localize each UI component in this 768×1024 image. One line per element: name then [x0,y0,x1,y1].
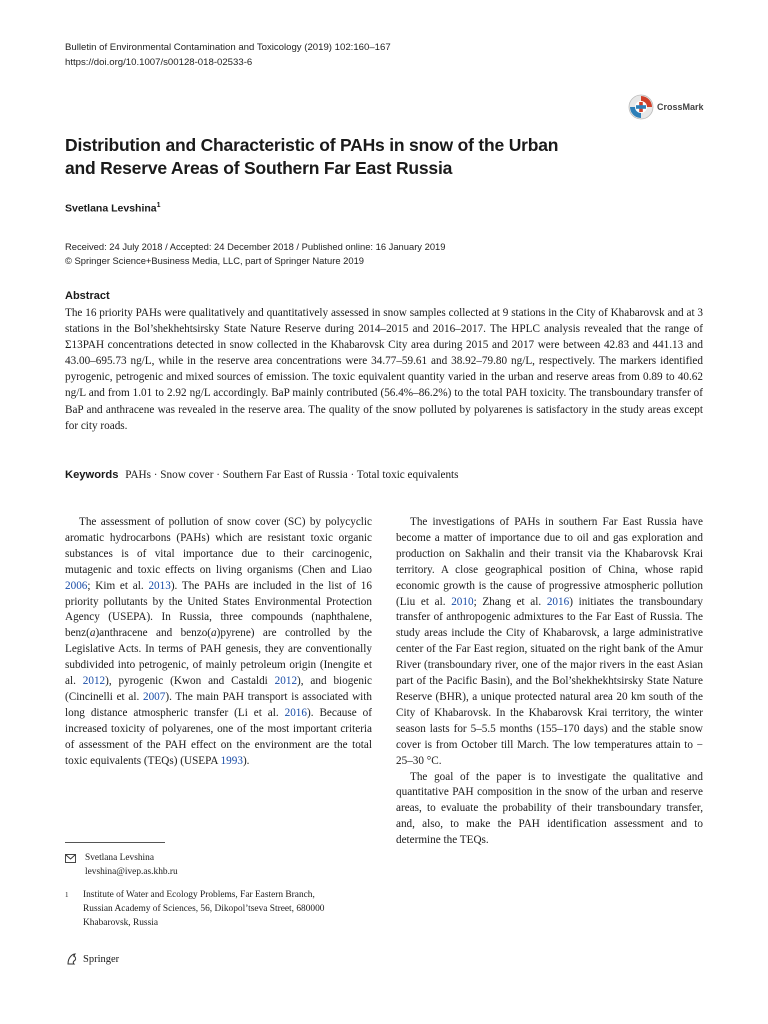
text-run: The assessment of pollution of snow cover (SC) by polycyclic aromatic hydrocarbons (PAHs) which are resistant toxic organic substances is of vital importance due to their carcinogenic, mutagenic and toxic effects on living organisms (Chen and Liao [65,516,372,576]
author-affiliation-marker: 1 [156,202,161,209]
correspondence-footnote [65,851,178,879]
text-run: ). The main PAH transport is associated with long distance atmospheric transfer (Li et al. [65,690,372,719]
citation-link[interactable]: 2012 [274,675,298,688]
text-run: ; Kim et al. [87,579,149,592]
citation-link[interactable]: 2016 [546,595,570,608]
text-run: ). The PAHs are included in the list of 16 priority pollutants by the United States Environmental Protection Agency (USEPA). In Russia, three compounds (naphthalene, benz( [65,579,372,640]
title-line-1: Distribution and Characteristic of PAHs in snow of the Urban [65,135,559,155]
journal-header [65,40,391,70]
correspondence-name: Svetlana Levshina [85,853,154,863]
footnote-divider [65,842,165,843]
italic-run: a [211,627,217,640]
envelope-icon [65,854,76,863]
text-run: ), pyrogenic (Kwon and Castaldi [105,675,275,688]
keywords-text: PAHs · Snow cover · Southern Far East of Russia · Total toxic equivalents [125,469,459,481]
journal-citation: Bulletin of Environmental Contamination and Toxicology (2019) 102:160–167 [65,42,391,53]
affiliation-text: Institute of Water and Ecology Problems, Far Eastern Branch, Russian Academy of Sciences, 56, Dikopol’tseva Street, 680000 Khabarovsk, Russia [83,890,325,928]
citation-link[interactable]: 2006 [65,579,88,592]
goal-paragraph: The goal of the paper is to investigate the qualitative and quantitative PAH composition in the snow of the urban and reserve areas, to evaluate the probability of their transboundary transfer, and, also, to make the PAH identification assessment and to determine the TEQs. [396,770,703,847]
text-run: ). [242,754,250,767]
italic-run: a [89,627,96,640]
paper-title [65,134,625,180]
affiliation-footnote [65,888,343,930]
keywords-label: Keywords [65,469,119,481]
text-run: ) initiates the transboundary transfer of anthropogenic admixtures to the Far East of Russia. The study areas include the City of Khabarovsk, a large administrative center of the Far East region, situated on the right bank of the Amur River (transboundary river, one of the major rivers in the east Asian part of the Pacific Basin), and the Bol’shekhekhtsirsky State Nature Reserve (BHR), a unique protected natural area 20 km south of the City of Khabarovsk. In the Khabarovsk Krai territory, the winter season lasts for 5–5.5 months (155–170 days) and the stable snow cover is from October till March. The low temperatures attain to − 25–30 °C. [396,595,703,767]
author-name[interactable]: Svetlana Levshina [65,202,157,215]
citation-link[interactable]: 2012 [82,675,106,688]
citation-link[interactable]: 2016 [284,706,307,719]
body-right-column [396,515,703,849]
doi-link[interactable]: https://doi.org/10.1007/s00128-018-02533-6 [65,57,253,68]
abstract-text: The 16 priority PAHs were qualitatively and quantitatively assessed in snow samples collected at 9 stations in the City of Khabarovsk and at 3 stations in the Bol’shekhehtsirsky State Nature Reserve during 2014–2015 and 2016–2017. The HPLC analysis revealed that the range of Σ13PAH concentrations detected in snow collected in the Khabarovsk City area during 2015 and 2017 were between 42.83 and 441.13 and 43.00–695.73 ng/L, while in the reserve area concentrations were 34.77–59.61 and 38.92–79.80 ng/L, respectively. The markers identified pyrogenic, petrogenic and mixed sources of emission. The toxic equivalent quantity varied in the urban and reserve areas from 0.89 to 40.62 ng/L and from 1.01 to 2.92 ng/L accordingly. BaP mainly contributed (56.4%–86.2%) to the total PAH toxicity. The transboundary transfer of BaP and anthracene was revealed in the reserve area. The quality of the snow polluted by polyarenes is satisfactory in the study areas except for city roads. [65,307,703,432]
crossmark-badge[interactable] [628,94,704,120]
keywords [65,469,459,481]
crossmark-label: CrossMark [657,102,704,112]
text-run: ; Zhang et al. [473,595,547,608]
author [65,202,161,215]
correspondence-email[interactable]: levshina@ivep.as.khb.ru [85,867,178,877]
springer-horse-icon [65,952,79,966]
abstract-heading: Abstract [65,290,110,302]
text-run: )anthracene and benzo( [95,627,212,640]
text-run: )pyrene) are controlled by the Legislative Acts. In terms of PAH genesis, they are conventionally subdivided into petrogenic, of mainly petroleum origin (Inengite et al. [65,627,372,688]
publisher-footer [65,952,119,966]
citation-link[interactable]: 2010 [451,595,474,608]
text-run: ), and biogenic (Cincinelli et al. [65,675,372,703]
study-area-paragraph [396,515,703,770]
citation-link[interactable]: 2007 [142,690,166,703]
crossmark-icon [628,94,654,120]
copyright-line: © Springer Science+Business Media, LLC, part of Springer Nature 2019 [65,254,364,266]
dates-line: Received: 24 July 2018 / Accepted: 24 December 2018 / Published online: 16 January 2019 [65,241,446,252]
intro-paragraph [65,515,372,770]
title-line-2: and Reserve Areas of Southern Far East Russia [65,158,453,178]
text-run: The investigations of PAHs in southern Far East Russia have become a matter of importance due to oil and gas exploration and production on Sakhalin and their transit via the Khabarovsk Krai territory. A close geographical position of China, whose rapid economic growth is the cause of progressive atmospheric pollution (Liu et al. [396,516,703,608]
publication-dates [65,240,445,267]
body-left-column [65,515,372,770]
affiliation-number: 1 [65,891,69,899]
text-run: ). Because of increased toxicity of polyarenes, one of the most important criteria of assessment of the PAH effect on the environment are the total toxic equivalents (TEQs) (USEPA [65,706,372,767]
citation-link[interactable]: 2013 [148,579,171,592]
publisher-name: Springer [83,953,120,965]
citation-link[interactable]: 1993 [220,754,243,767]
